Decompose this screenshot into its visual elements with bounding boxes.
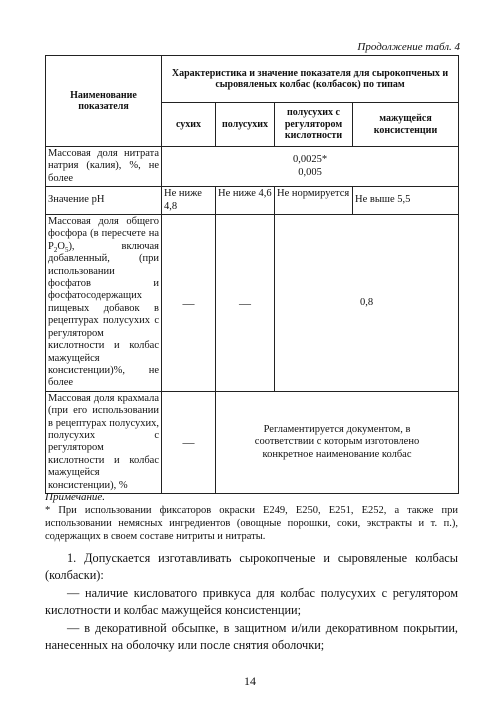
note-text: * При использовании фиксаторов окраски Е249, Е250, Е251, Е252, а также при использовании немясных ингредиентов (овощные порошки, соки, экстракты и т. п.), содержащих в своем составе нитриты и нитраты. — [45, 505, 458, 542]
phosphorus-name-text: Массовая доля общего фосфора (в пересчете на P — [48, 216, 159, 252]
table-row — [46, 215, 459, 392]
table-row — [46, 391, 459, 493]
phosphorus-dash-dry: — — [162, 215, 216, 392]
characteristics-table — [45, 55, 459, 494]
row-name-ph: Значение рН — [46, 187, 162, 215]
header-type-semidry: полусухих — [216, 103, 275, 147]
subscript-5: 5 — [64, 245, 69, 254]
nitrite-value-1: 0,0025* — [292, 154, 328, 166]
ph-value-spreadable: Не выше 5,5 — [353, 187, 459, 215]
row-name-nitrite: Массовая доля нитрата натрия (калия), %, не более — [46, 147, 162, 187]
phosphorus-name-oxygen: O — [57, 240, 65, 252]
header-indicator: Наименование показателя — [46, 56, 162, 147]
row-name-starch: Массовая доля крахмала (при его использовании в рецептурах полусухих, полусухих с регулятором кислотности и колбас мажущейся консистенции), % — [46, 391, 162, 493]
page-number: 14 — [244, 674, 256, 688]
row-value-nitrite — [162, 147, 459, 187]
subscript-2: 2 — [53, 245, 58, 254]
table-row — [46, 187, 459, 215]
ph-value-dry: Не ниже 4,8 — [162, 187, 216, 215]
header-type-semidry-acidity: полусухих с регулятором кислотности — [275, 103, 353, 147]
paragraph-3: — в декоративной обсыпке, в защитном и/или декоративном покрытии, нанесенных на оболочку или после снятия оболочки; — [45, 621, 458, 652]
starch-value: Регламентируется документом, в соответствии с которым изготовлено конкретное наименование колбас — [216, 391, 459, 493]
phosphorus-name-rest: ), включая добавленный, (при использовании фосфатов и фосфатосодержащих пищевых добавок в рецептурах полусухих с регулятором кислотности и колбас мажущейся консистенции)%, не более — [48, 240, 159, 389]
paragraph-1: 1. Допускается изготавливать сырокопченые и сыровяленые колбасы (колбаски): — [45, 551, 458, 582]
note-title: Примечание. — [45, 491, 106, 503]
row-name-phosphorus — [46, 215, 162, 392]
header-type-dry: сухих — [162, 103, 216, 147]
phosphorus-dash-semidry: — — [216, 215, 275, 392]
paragraph-2: — наличие кисловатого привкуса для колбас полусухих с регулятором кислотности и колбас мажущейся консистенции; — [45, 586, 458, 617]
header-characteristic: Характеристика и значение показателя для сырокопченых и сыровяленых колбас (колбасок) по типам — [162, 56, 459, 103]
table-row — [46, 147, 459, 187]
starch-dash-dry: — — [162, 391, 216, 493]
table-header-row — [46, 56, 459, 103]
header-type-spreadable: мажущейся консистенции — [353, 103, 459, 147]
phosphorus-value: 0,8 — [275, 215, 459, 392]
ph-value-semidry: Не ниже 4,6 — [216, 187, 275, 215]
nitrite-value-2: 0,005 — [298, 166, 322, 178]
ph-value-semidry-acidity: Не нормируется — [275, 187, 353, 215]
continuation-label: Продолжение табл. 4 — [357, 41, 460, 53]
